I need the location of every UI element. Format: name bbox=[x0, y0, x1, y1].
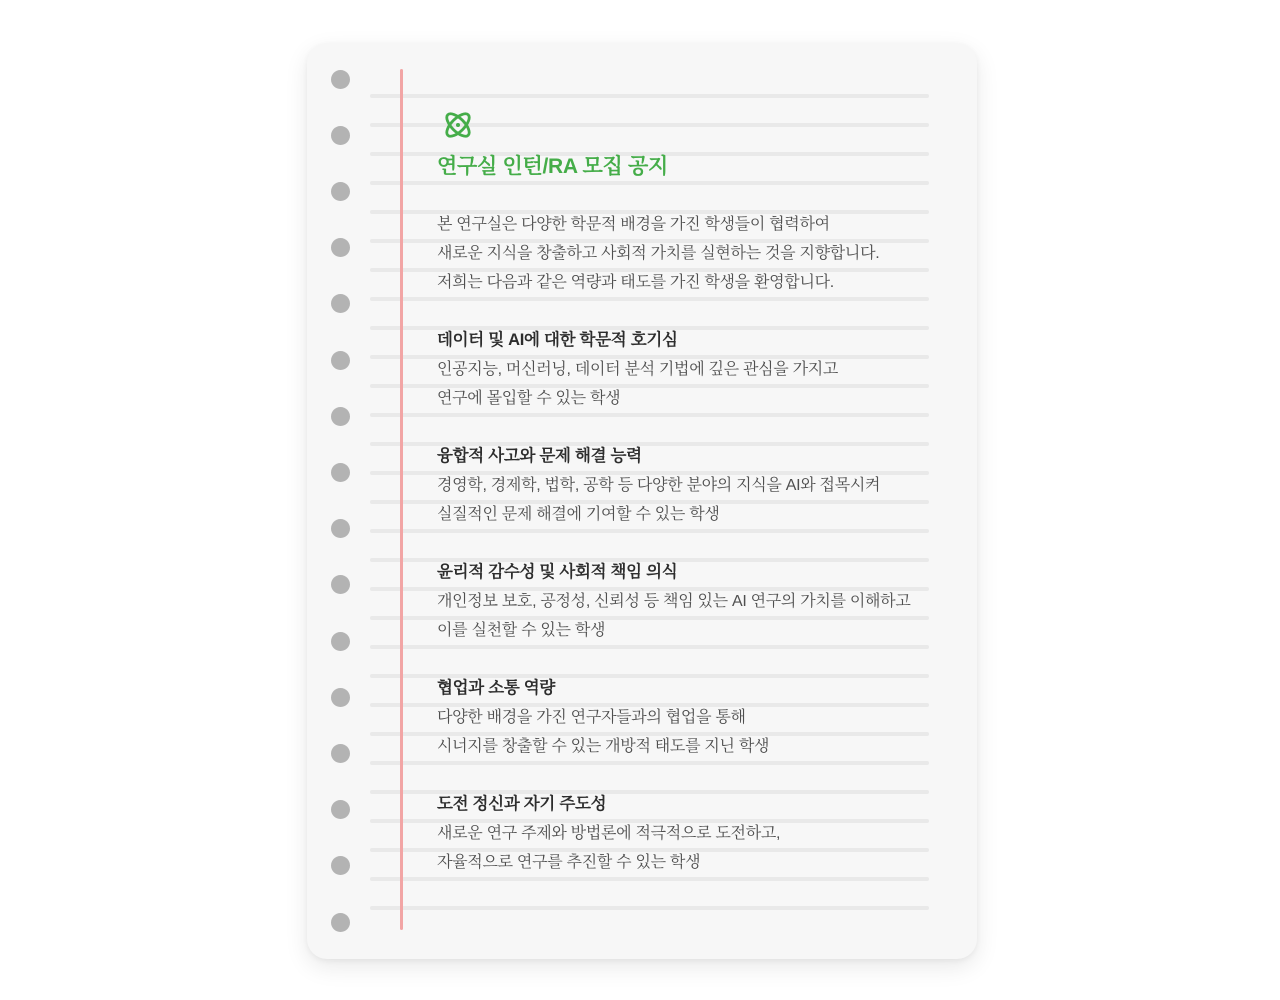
section-heading: 도전 정신과 자기 주도성 bbox=[437, 795, 607, 813]
ruled-line bbox=[370, 94, 929, 98]
notebook-page bbox=[307, 43, 977, 959]
binder-hole bbox=[331, 126, 350, 145]
binder-hole bbox=[331, 519, 350, 538]
ruled-line bbox=[370, 761, 929, 765]
section-heading: 윤리적 감수성 및 사회적 책임 의식 bbox=[437, 563, 678, 581]
section-line: 시너지를 창출할 수 있는 개방적 태도를 지닌 학생 bbox=[437, 738, 770, 755]
binder-hole bbox=[331, 294, 350, 313]
section-heading: 협업과 소통 역량 bbox=[437, 679, 556, 697]
section-line: 경영학, 경제학, 법학, 공학 등 다양한 분야의 지식을 AI와 접목시켜 bbox=[437, 477, 881, 494]
binder-hole bbox=[331, 913, 350, 932]
intro-line: 본 연구실은 다양한 학문적 배경을 가진 학생들이 협력하여 bbox=[437, 216, 830, 233]
section-line: 연구에 몰입할 수 있는 학생 bbox=[437, 390, 621, 407]
ruled-line bbox=[370, 877, 929, 881]
binder-hole bbox=[331, 688, 350, 707]
binder-hole bbox=[331, 632, 350, 651]
binder-hole bbox=[331, 70, 350, 89]
binder-hole bbox=[331, 575, 350, 594]
binder-hole bbox=[331, 744, 350, 763]
binder-hole bbox=[331, 800, 350, 819]
ruled-line bbox=[370, 645, 929, 649]
ruled-line bbox=[370, 297, 929, 301]
page-title: 연구실 인턴/RA 모집 공지 bbox=[437, 155, 668, 178]
ruled-line bbox=[370, 413, 929, 417]
section-line: 인공지능, 머신러닝, 데이터 분석 기법에 깊은 관심을 가지고 bbox=[437, 361, 839, 378]
ruled-line bbox=[370, 906, 929, 910]
section-line: 실질적인 문제 해결에 기여할 수 있는 학생 bbox=[437, 506, 720, 523]
binder-hole bbox=[331, 182, 350, 201]
ruled-line bbox=[370, 181, 929, 185]
section-heading: 데이터 및 AI에 대한 학문적 호기심 bbox=[437, 331, 678, 349]
binder-hole bbox=[331, 351, 350, 370]
binder-hole bbox=[331, 463, 350, 482]
section-line: 자율적으로 연구를 추진할 수 있는 학생 bbox=[437, 854, 701, 871]
intro-line: 새로운 지식을 창출하고 사회적 가치를 실현하는 것을 지향합니다. bbox=[437, 245, 880, 262]
section-line: 다양한 배경을 가진 연구자들과의 협업을 통해 bbox=[437, 709, 746, 726]
section-line: 새로운 연구 주제와 방법론에 적극적으로 도전하고, bbox=[437, 825, 781, 842]
binder-hole bbox=[331, 407, 350, 426]
atom-icon bbox=[437, 104, 479, 151]
margin-line bbox=[400, 69, 403, 930]
section-line: 이를 실천할 수 있는 학생 bbox=[437, 622, 606, 639]
section-heading: 융합적 사고와 문제 해결 능력 bbox=[437, 447, 642, 465]
intro-line: 저희는 다음과 같은 역량과 태도를 가진 학생을 환영합니다. bbox=[437, 274, 834, 291]
ruled-line bbox=[370, 529, 929, 533]
binder-hole bbox=[331, 238, 350, 257]
binder-hole bbox=[331, 856, 350, 875]
section-line: 개인정보 보호, 공정성, 신뢰성 등 책임 있는 AI 연구의 가치를 이해하고 bbox=[437, 593, 911, 610]
